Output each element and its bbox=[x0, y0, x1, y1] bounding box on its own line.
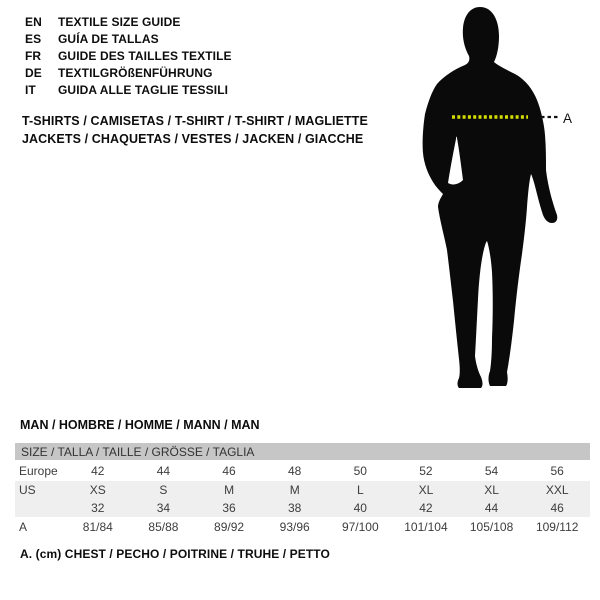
language-row-it bbox=[25, 82, 232, 99]
size-cell: 46 bbox=[196, 460, 262, 481]
size-cell: 46 bbox=[524, 499, 590, 517]
size-cell: 36 bbox=[196, 499, 262, 517]
table-row-europe bbox=[15, 460, 590, 481]
size-cell: XXL bbox=[524, 481, 590, 499]
chest-measure-label: A bbox=[563, 111, 573, 126]
size-cell: 105/108 bbox=[459, 517, 525, 537]
size-cell: 101/104 bbox=[393, 517, 459, 537]
size-cell: 54 bbox=[459, 460, 525, 481]
size-cell: 38 bbox=[262, 499, 328, 517]
language-row-es bbox=[25, 30, 232, 47]
section-heading-man: MAN / HOMBRE / HOMME / MANN / MAN bbox=[20, 418, 260, 432]
size-cell: 50 bbox=[328, 460, 394, 481]
size-table-header-row bbox=[15, 443, 590, 460]
table-row-us bbox=[15, 481, 590, 499]
row-label: A bbox=[15, 517, 65, 537]
size-cell: 52 bbox=[393, 460, 459, 481]
size-cell: 42 bbox=[393, 499, 459, 517]
size-cell: 109/112 bbox=[524, 517, 590, 537]
language-code: FR bbox=[25, 48, 42, 63]
category-line-tshirts: T-SHIRTS / CAMISETAS / T-SHIRT / T-SHIRT / MAGLIETTE bbox=[22, 114, 368, 128]
man-silhouette bbox=[423, 7, 558, 388]
size-cell: 32 bbox=[65, 499, 131, 517]
table-row-chest-a bbox=[15, 517, 590, 537]
language-label: TEXTILGRÖßENFÜHRUNG bbox=[58, 66, 213, 81]
size-cell: 81/84 bbox=[65, 517, 131, 537]
size-cell: 97/100 bbox=[328, 517, 394, 537]
size-cell: XS bbox=[65, 481, 131, 499]
size-cell: 40 bbox=[328, 499, 394, 517]
size-table-header: SIZE / TALLA / TAILLE / GRÖSSE / TAGLIA bbox=[15, 443, 590, 460]
language-label: TEXTILE SIZE GUIDE bbox=[58, 14, 181, 29]
language-label: GUÍA DE TALLAS bbox=[58, 31, 159, 46]
language-code: IT bbox=[25, 83, 36, 98]
language-row-en bbox=[25, 13, 232, 30]
size-cell: 93/96 bbox=[262, 517, 328, 537]
size-cell: 56 bbox=[524, 460, 590, 481]
size-cell: XL bbox=[393, 481, 459, 499]
man-silhouette-figure bbox=[407, 3, 600, 403]
size-cell: M bbox=[196, 481, 262, 499]
language-label: GUIDA ALLE TAGLIE TESSILI bbox=[58, 83, 229, 98]
size-cell: 44 bbox=[131, 460, 197, 481]
size-cell: 89/92 bbox=[196, 517, 262, 537]
language-code: DE bbox=[25, 66, 42, 81]
measurement-footnote: A. (cm) CHEST / PECHO / POITRINE / TRUHE / PETTO bbox=[20, 547, 330, 561]
size-cell: XL bbox=[459, 481, 525, 499]
row-label: Europe bbox=[15, 460, 65, 481]
size-cell: 34 bbox=[131, 499, 197, 517]
size-cell: 48 bbox=[262, 460, 328, 481]
language-label: GUIDE DES TAILLES TEXTILE bbox=[58, 48, 232, 63]
language-code: ES bbox=[25, 31, 42, 46]
size-cell: 85/88 bbox=[131, 517, 197, 537]
language-code: EN bbox=[25, 14, 42, 29]
size-cell: M bbox=[262, 481, 328, 499]
language-list bbox=[25, 13, 232, 99]
size-cell: S bbox=[131, 481, 197, 499]
size-cell: 42 bbox=[65, 460, 131, 481]
table-row-numeric bbox=[15, 499, 590, 517]
row-label: US bbox=[15, 481, 65, 499]
size-table bbox=[15, 443, 590, 537]
language-row-fr bbox=[25, 47, 232, 64]
row-label bbox=[15, 499, 65, 517]
size-cell: L bbox=[328, 481, 394, 499]
language-row-de bbox=[25, 65, 232, 82]
size-cell: 44 bbox=[459, 499, 525, 517]
category-line-jackets: JACKETS / CHAQUETAS / VESTES / JACKEN / GIACCHE bbox=[22, 132, 364, 146]
category-heading bbox=[22, 112, 368, 148]
